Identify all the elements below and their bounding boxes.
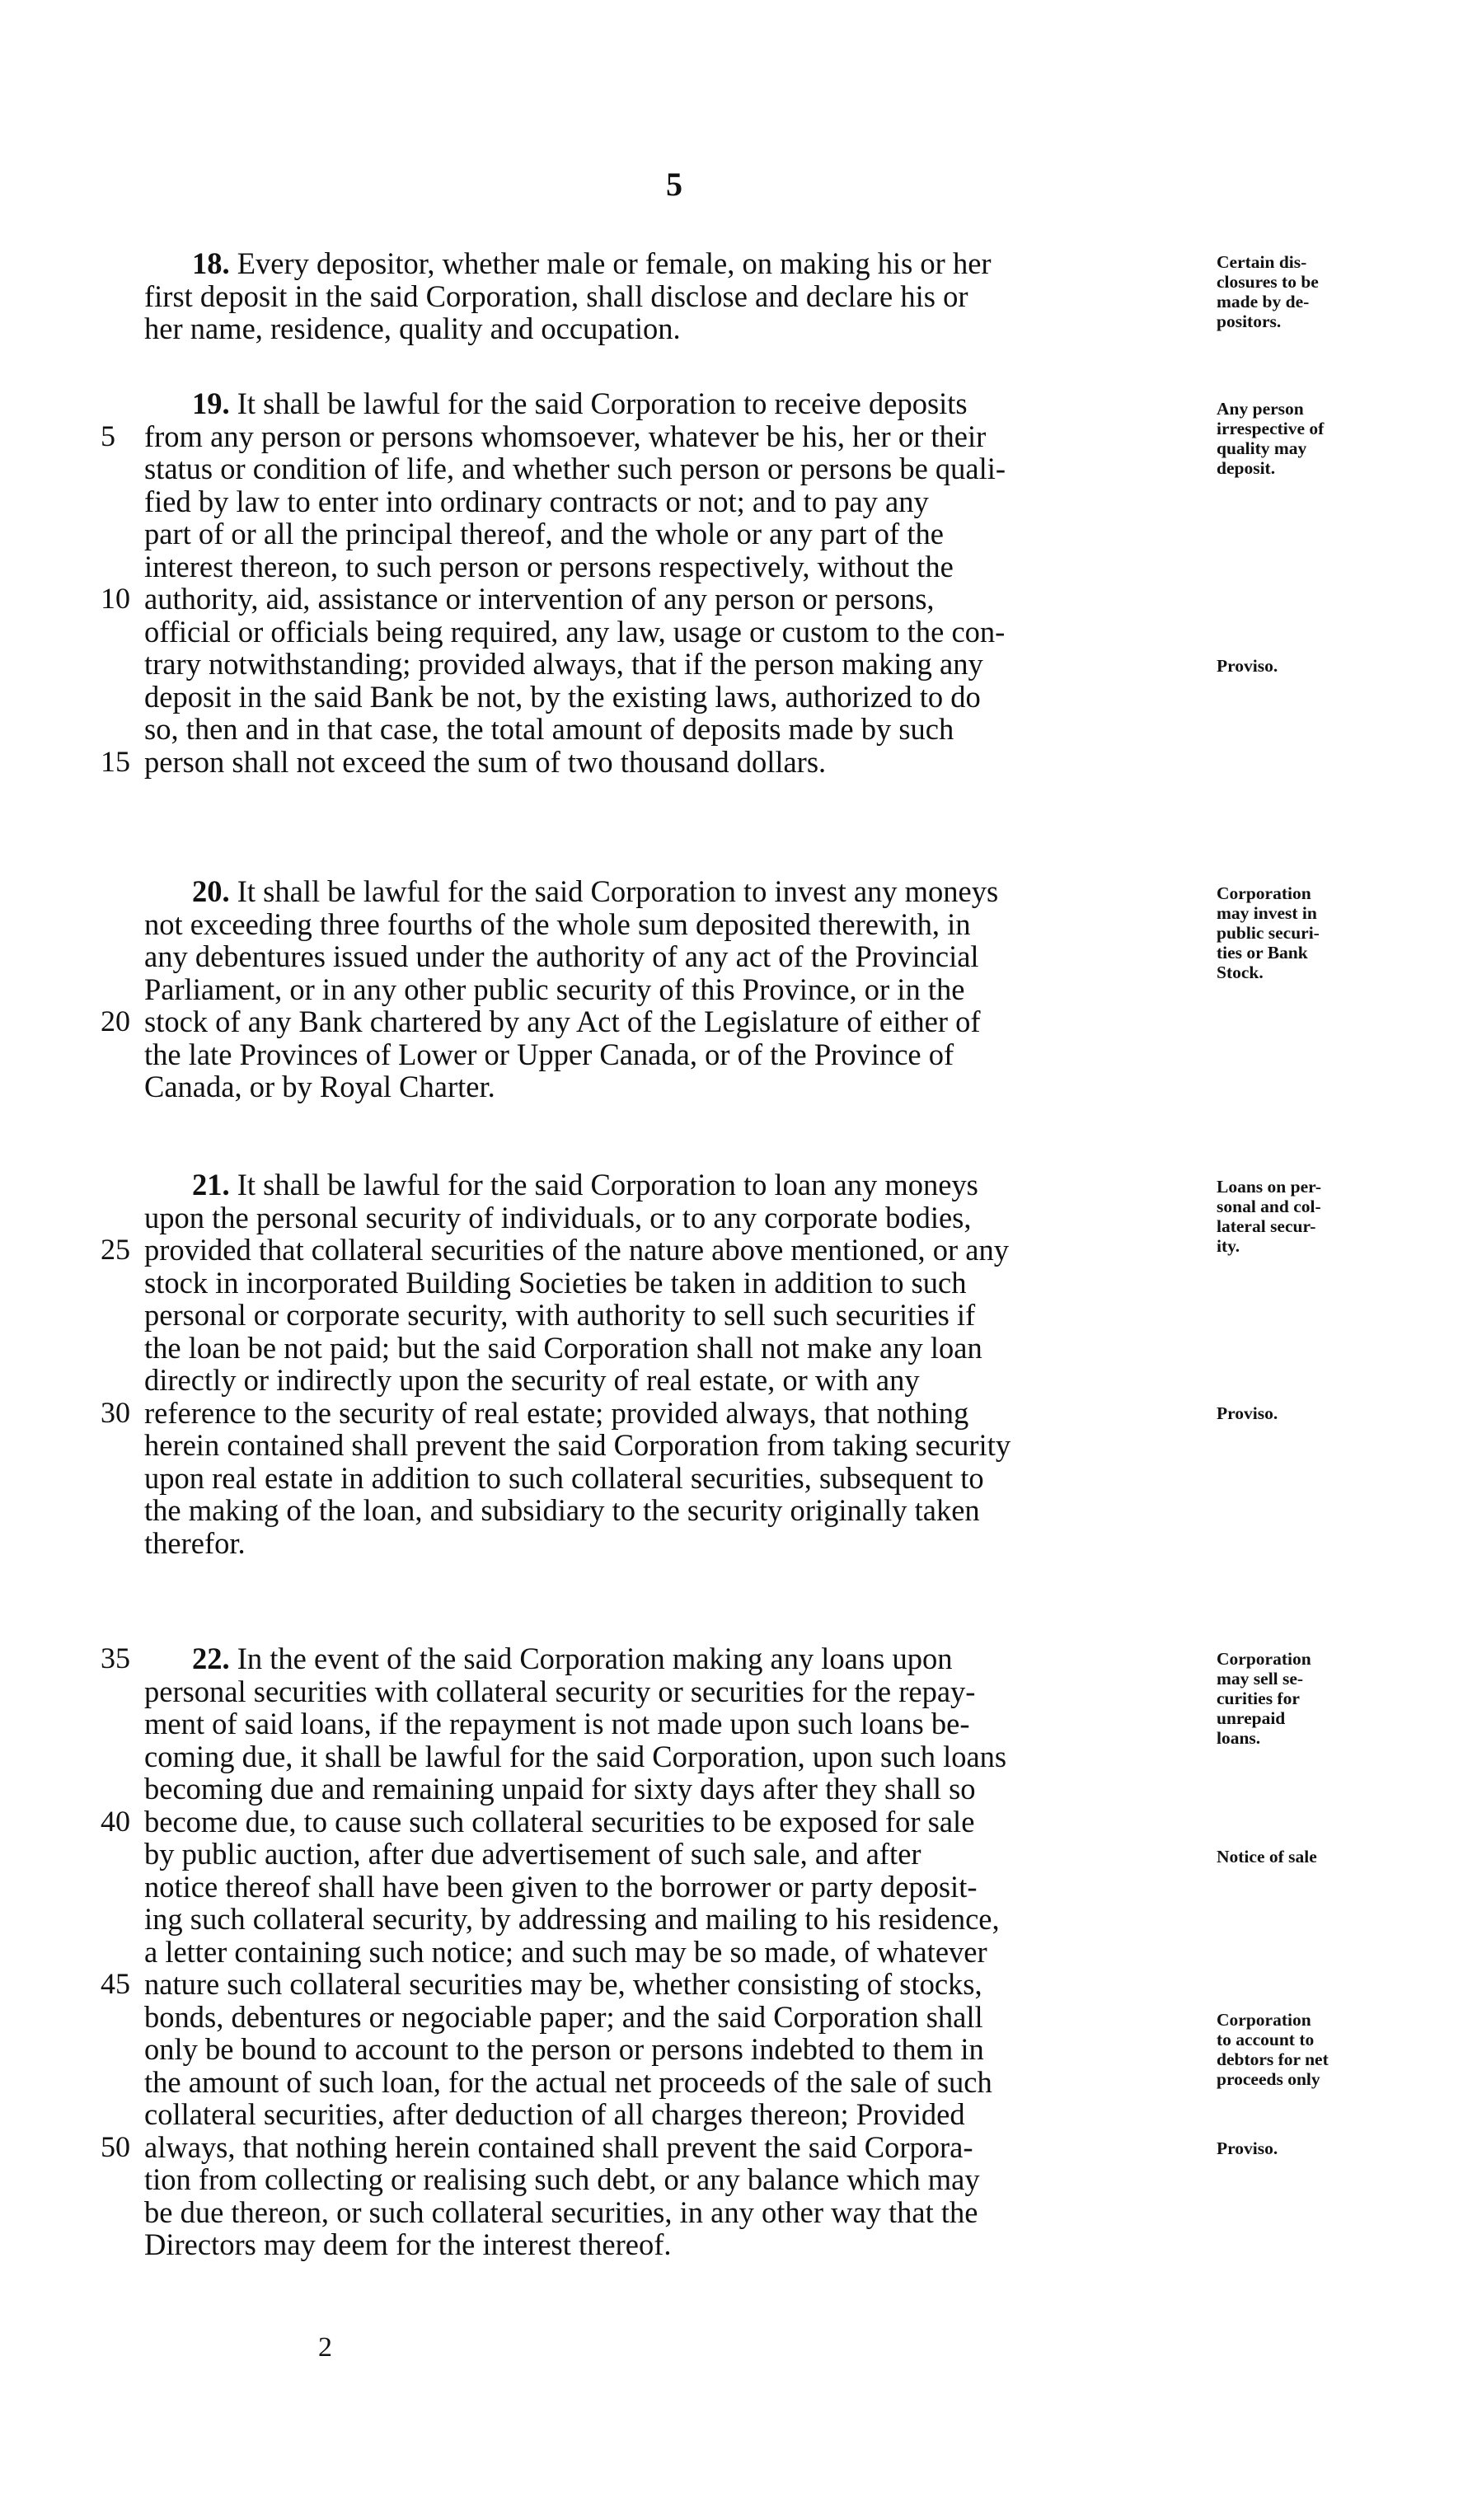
line-number: 40	[101, 1804, 130, 1838]
text-line: any debentures issued under the authority of any act of the Provincial	[144, 939, 979, 973]
line-number: 25	[101, 1233, 130, 1266]
text-line: upon the personal security of individuals, or to any corporate bodies,	[144, 1200, 972, 1234]
section-number: 19.	[192, 386, 230, 420]
text-line: person shall not exceed the sum of two thousand dollars.	[144, 744, 827, 779]
line-number: 45	[101, 1967, 130, 2000]
text-line: Parliament, or in any other public security of this Province, or in the	[144, 972, 965, 1006]
text-line: part of or all the principal thereof, and the whole or any part of the	[144, 517, 944, 550]
text-line: only be bound to account to the person or persons indebted to them in	[144, 2032, 984, 2066]
section-19-text	[144, 387, 1207, 778]
text-line: her name, residence, quality and occupation.	[144, 311, 681, 345]
text-line: trary notwithstanding; provided always, that if the person making any	[144, 647, 983, 681]
text-line: upon real estate in addition to such collateral securities, subsequent to	[144, 1460, 984, 1495]
text-line: the loan be not paid; but the said Corporation shall not make any loan	[144, 1330, 982, 1365]
text-line: always, that nothing herein contained shall prevent the said Corpora-	[144, 2129, 973, 2164]
text-line: so, then and in that case, the total amount of deposits made by such	[144, 712, 954, 746]
text-line: directly or indirectly upon the security of real estate, or with any	[144, 1363, 920, 1397]
text-line: Directors may deem for the interest thereof.	[144, 2227, 672, 2261]
section-number: 18.	[192, 246, 230, 280]
page-number: 5	[666, 166, 682, 203]
text-line: 20. It shall be lawful for the said Corporation to invest any moneys	[192, 874, 999, 908]
margin-note: Proviso.	[1217, 1403, 1278, 1423]
text-line: personal securities with collateral security or securities for the repay-	[144, 1674, 976, 1708]
section-number: 20.	[192, 874, 230, 908]
text-line: Canada, or by Royal Charter.	[144, 1070, 495, 1103]
text-line: interest thereon, to such person or persons respectively, without the	[144, 549, 954, 583]
text-line: 18. Every depositor, whether male or female, on making his or her	[192, 246, 992, 280]
margin-note: Loans on per- sonal and col- lateral secur- ity.	[1217, 1177, 1322, 1256]
text-line: from any person or persons whomsoever, whatever be his, her or their	[144, 419, 987, 453]
text-line: ing such collateral security, by addressing and mailing to his residence,	[144, 1902, 1000, 1936]
text-line: coming due, it shall be lawful for the said Corporation, upon such loans	[144, 1739, 1007, 1773]
footer-signature: 2	[318, 2332, 332, 2363]
section-20-text	[144, 875, 1207, 1103]
text-line: ment of said loans, if the repayment is not made upon such loans be-	[144, 1707, 970, 1740]
text-line: tion from collecting or realising such debt, or any balance which may	[144, 2162, 980, 2196]
text-line: stock of any Bank chartered by any Act of the Legislature of either of	[144, 1005, 981, 1038]
text-line: bonds, debentures or negociable paper; and the said Corporation shall	[144, 1999, 983, 2034]
text-line: be due thereon, or such collateral securities, in any other way that the	[144, 2194, 978, 2229]
margin-note: Corporation to account to debtors for net proceeds only	[1217, 2010, 1329, 2089]
text-line: collateral securities, after deduction of all charges thereon; Provided	[144, 2097, 965, 2131]
text-line: by public auction, after due advertisement of such sale, and after	[144, 1837, 921, 1871]
text-line: become due, to cause such collateral securities to be exposed for sale	[144, 1804, 975, 1838]
margin-note: Notice of sale	[1217, 1847, 1317, 1867]
text-line: herein contained shall prevent the said Corporation from taking security	[144, 1428, 1011, 1462]
margin-note: Any person irrespective of quality may deposit.	[1217, 399, 1325, 478]
margin-note: Proviso.	[1217, 2138, 1278, 2158]
line-number: 5	[101, 419, 115, 452]
text-line: 19. It shall be lawful for the said Corporation to receive deposits	[192, 386, 968, 420]
line-number: 20	[101, 1005, 130, 1038]
text-line: 22. In the event of the said Corporation making any loans upon	[192, 1642, 953, 1675]
text-line: the making of the loan, and subsidiary to the security originally taken	[144, 1493, 980, 1527]
line-number: 15	[101, 744, 130, 778]
text-line: reference to the security of real estate; provided always, that nothing	[144, 1395, 969, 1430]
text-line: status or condition of life, and whether such person or persons be quali-	[144, 452, 1006, 485]
text-line: official or officials being required, any law, usage or custom to the con-	[144, 614, 1006, 649]
text-line: therefor.	[144, 1525, 246, 1560]
text-line: provided that collateral securities of the nature above mentioned, or any	[144, 1233, 1009, 1267]
line-number: 35	[101, 1642, 130, 1675]
section-18-text	[144, 247, 1207, 345]
line-number: 50	[101, 2129, 130, 2163]
text-line: becoming due and remaining unpaid for sixty days after they shall so	[144, 1772, 976, 1806]
text-line: a letter containing such notice; and such may be so made, of whatever	[144, 1934, 987, 1969]
section-number: 21.	[192, 1168, 230, 1201]
text-line: nature such collateral securities may be, whether consisting of stocks,	[144, 1967, 982, 2001]
text-line: 21. It shall be lawful for the said Corporation to loan any moneys	[192, 1168, 978, 1201]
margin-note: Corporation may invest in public securi- ties or Bank Stock.	[1217, 883, 1320, 982]
text-line: notice thereof shall have been given to the borrower or party deposit-	[144, 1869, 978, 1904]
line-number: 10	[101, 582, 130, 615]
text-line: stock in incorporated Building Societies be taken in addition to such	[144, 1265, 967, 1300]
text-line: authority, aid, assistance or intervention of any person or persons,	[144, 582, 935, 616]
text-line: not exceeding three fourths of the whole sum deposited therewith, in	[144, 906, 971, 941]
text-line: fied by law to enter into ordinary contracts or not; and to pay any	[144, 484, 929, 518]
section-number: 22.	[192, 1642, 230, 1675]
text-line: the late Provinces of Lower or Upper Canada, or of the Province of	[144, 1037, 954, 1071]
margin-note: Proviso.	[1217, 656, 1278, 676]
text-line: personal or corporate security, with authority to sell such securities if	[144, 1298, 976, 1332]
text-line: the amount of such loan, for the actual net proceeds of the sale of such	[144, 2064, 992, 2099]
text-line: first deposit in the said Corporation, shall disclose and declare his or	[144, 279, 968, 313]
line-number: 30	[101, 1395, 130, 1429]
margin-note: Corporation may sell se- curities for unrepaid loans.	[1217, 1649, 1311, 1748]
section-22-text	[144, 1642, 1207, 2261]
section-21-text	[144, 1169, 1207, 1559]
margin-note: Certain dis- closures to be made by de- positors.	[1217, 252, 1319, 331]
text-line: deposit in the said Bank be not, by the existing laws, authorized to do	[144, 679, 981, 714]
